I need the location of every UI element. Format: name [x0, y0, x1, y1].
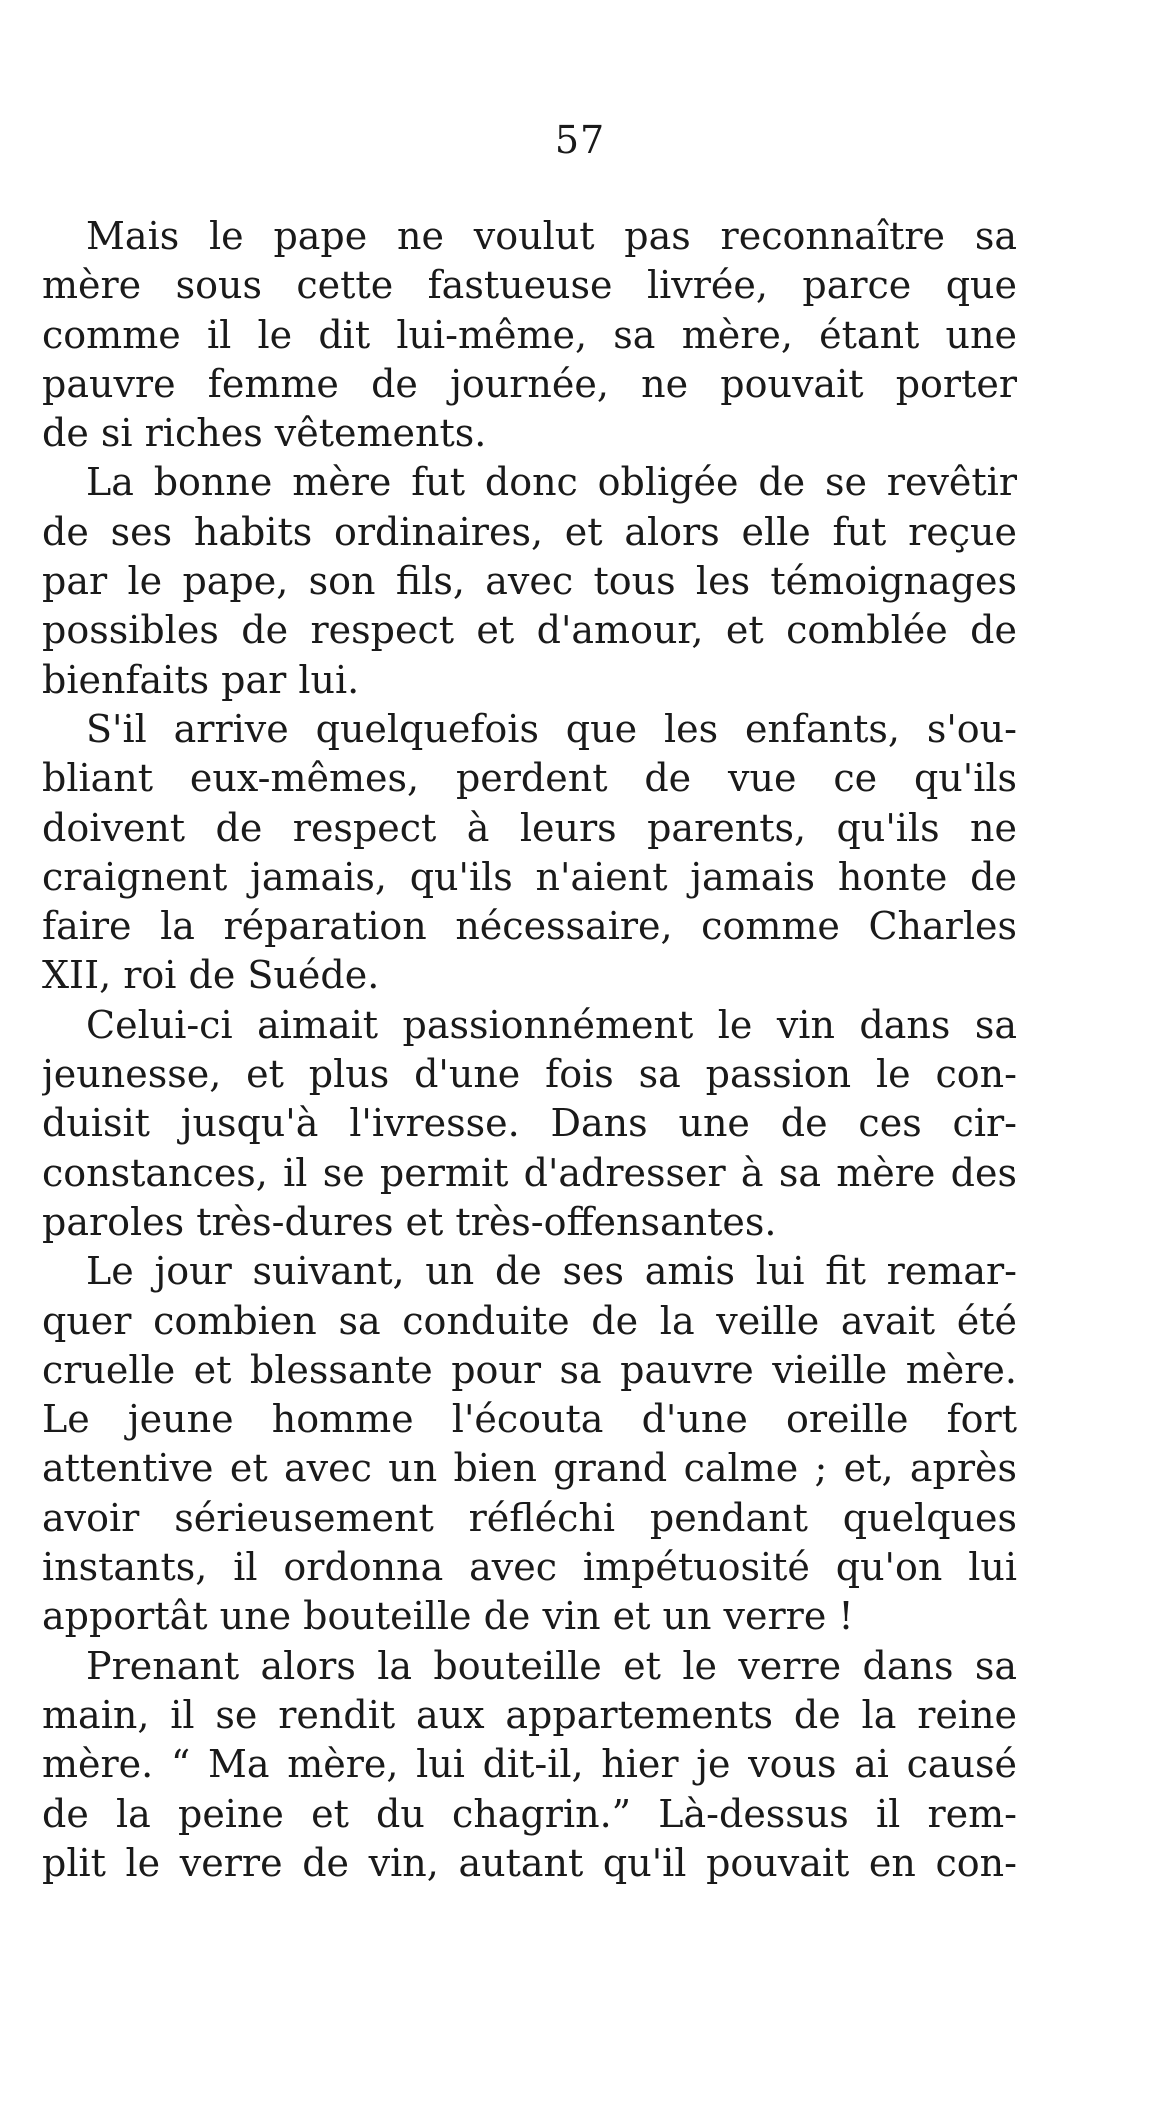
text-line: avoir sérieusement réfléchi pendant quelques [42, 1495, 1017, 1540]
text-line: bienfaits par lui. [42, 657, 360, 702]
text-line: de la peine et du chagrin.” Là-dessus il rem- [42, 1791, 1017, 1836]
text-line: Le jeune homme l'écouta d'une oreille fort [42, 1397, 1017, 1442]
text-line: constances, il se permit d'adresser à sa mère des [42, 1150, 1017, 1195]
text-line: craignent jamais, qu'ils n'aient jamais honte de [42, 854, 1017, 899]
page-number: 57 [554, 118, 606, 162]
text-line: La bonne mère fut donc obligée de se revêtir [86, 460, 1017, 505]
text-line: apportât une bouteille de vin et un verre ! [42, 1594, 854, 1639]
text-line: comme il le dit lui-même, sa mère, étant une [42, 312, 1017, 357]
text-line: Le jour suivant, un de ses amis lui fit remar- [86, 1249, 1017, 1294]
text-line: XII, roi de Suéde. [42, 953, 380, 998]
text-line: Prenant alors la bouteille et le verre dans sa [86, 1643, 1017, 1688]
text-line: cruelle et blessante pour sa pauvre vieille mère. [42, 1347, 1017, 1392]
text-line: instants, il ordonna avec impétuosité qu'on lui [42, 1545, 1017, 1590]
text-line: jeunesse, et plus d'une fois sa passion le con- [42, 1052, 1017, 1097]
text-line: mère sous cette fastueuse livrée, parce que [42, 263, 1017, 308]
text-line: paroles très-dures et très-offensantes. [42, 1199, 777, 1244]
body-text [42, 212, 1017, 1888]
text-line: Mais le pape ne voulut pas reconnaître sa [86, 214, 1017, 258]
text-line: plit le verre de vin, autant qu'il pouvait en con- [42, 1840, 1017, 1885]
text-line: mère. “ Ma mère, lui dit-il, hier je vous ai causé [42, 1742, 1017, 1787]
text-line: doivent de respect à leurs parents, qu'ils ne [42, 805, 1017, 850]
text-line: Celui-ci aimait passionnément le vin dans sa [86, 1002, 1017, 1047]
text-line: pauvre femme de journée, ne pouvait porter [42, 361, 1017, 406]
text-line: bliant eux-mêmes, perdent de vue ce qu'ils [42, 756, 1017, 801]
text-line: quer combien sa conduite de la veille avait été [42, 1298, 1017, 1343]
text-line: faire la réparation nécessaire, comme Charles [42, 904, 1017, 949]
text-line: duisit jusqu'à l'ivresse. Dans une de ces cir- [42, 1101, 1017, 1146]
text-line: de si riches vêtements. [42, 411, 487, 456]
text-line: attentive et avec un bien grand calme ; et, après [42, 1446, 1017, 1491]
text-line: main, il se rendit aux appartements de la reine [42, 1692, 1017, 1737]
text-line: de ses habits ordinaires, et alors elle fut reçue [42, 509, 1017, 554]
text-line: S'il arrive quelquefois que les enfants, s'ou- [86, 706, 1017, 751]
text-line: possibles de respect et d'amour, et comblée de [42, 608, 1017, 653]
text-line: par le pape, son fils, avec tous les témoignages [42, 559, 1017, 604]
